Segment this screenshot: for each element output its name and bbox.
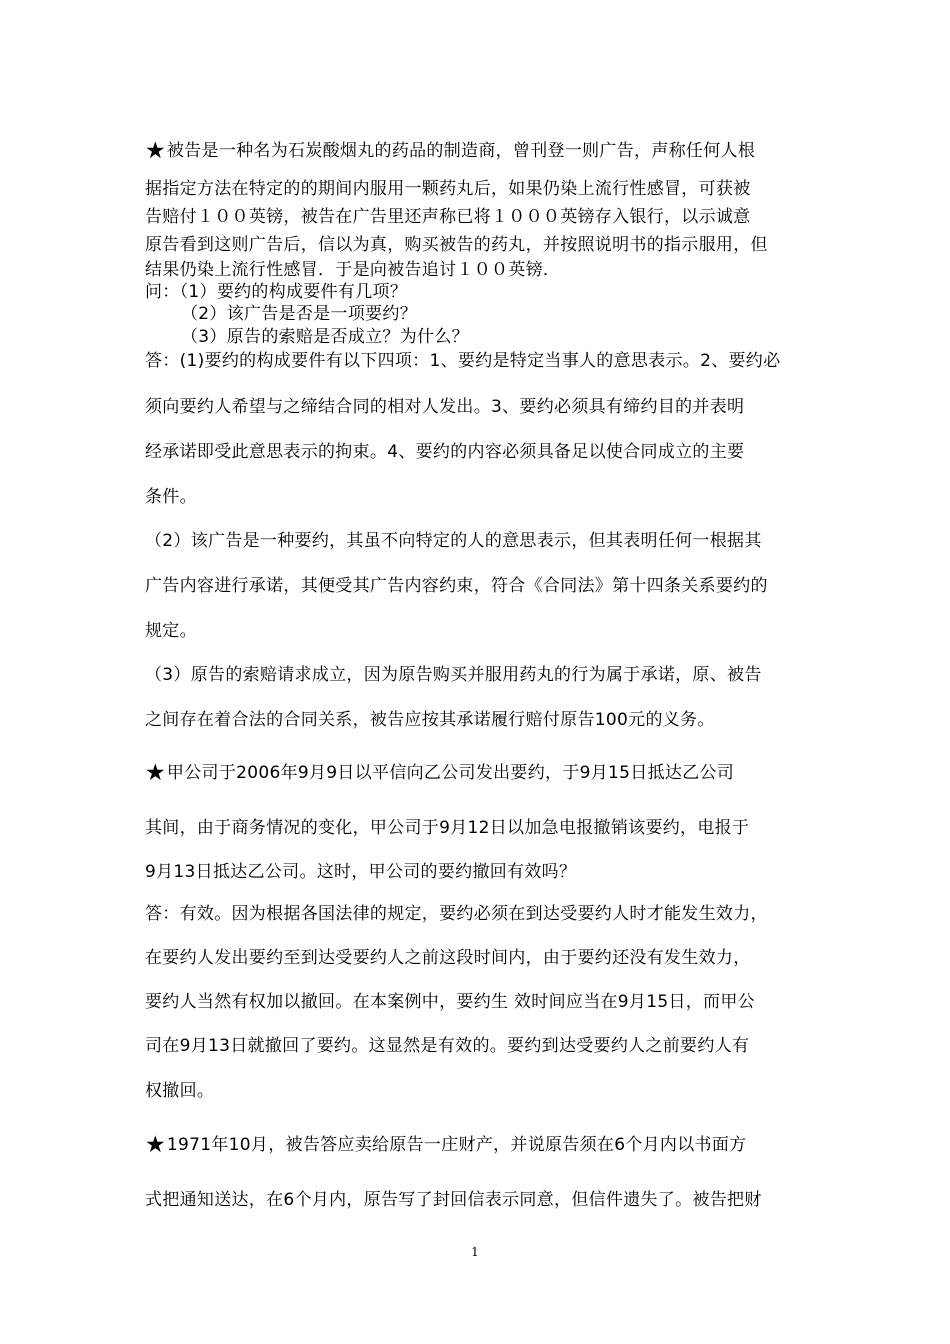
question-1: 问：（1）要约的构成要件有几项？ [145,282,408,302]
case3-line-1: ★1971年10月，被告答应卖给原告一庄财产，并说原告须在6个月内以书面方 [145,1134,747,1156]
case2-answer-line-3: 要约人当然有权加以撤回。在本案例中，要约生 效时间应当在9月15日，而甲公 [145,992,755,1012]
answer-3-line-1: （3）原告的索赔请求成立，因为原告购买并服用药丸的行为属于承诺，原、被告 [145,665,762,685]
answer-1-line-1: 答：(1)要约的构成要件有以下四项：1、要约是特定当事人的意思表示。2、要约必 [145,351,781,371]
case2-line-2: 其间，由于商务情况的变化，甲公司于9月12日以加急电报撤销该要约，电报于 [145,818,750,838]
case2-answer-line-1: 答：有效。因为根据各国法律的规定，要约必须在到达受要约人时才能发生效力， [145,904,768,924]
case2-line-3: 9月13日抵达乙公司。这时，甲公司的要约撤回有效吗？ [145,862,577,882]
case1-line-1: ★被告是一种名为石炭酸烟丸的药品的制造商，曾刊登一则广告，声称任何人根 [145,140,756,162]
star-icon: ★ [145,140,166,162]
case2-answer-line-2: 在要约人发出要约至到达受要约人之前这段时间内，由于要约还没有发生效力， [145,948,751,968]
answer-1-line-2: 须向要约人希望与之缔结合同的相对人发出。3、要约必须具有缔约目的并表明 [145,397,745,417]
answer-1-line-3: 经承诺即受此意思表示的拘束。4、要约的内容必须具备足以使合同成立的主要 [145,442,745,462]
star-icon: ★ [145,762,166,784]
answer-2-line-2: 广告内容进行承诺，其便受其广告内容约束，符合《合同法》第十四条关系要约的 [145,576,768,596]
case1-line-3: 告赔付１００英镑，被告在广告里还声称已将１０００英镑存入银行，以示诚意 [145,207,751,227]
answer-3-line-2: 之间存在着合法的合同关系，被告应按其承诺履行赔付原告100元的义务。 [145,710,715,730]
case1-line-2: 据指定方法在特定的的期间内服用一颗药丸后，如果仍染上流行性感冒，可获被 [145,179,751,199]
case2-line-1: ★甲公司于2006年9月9日以平信向乙公司发出要约，于9月15日抵达乙公司 [145,762,735,784]
case3-line-2: 式把通知送达，在6个月内，原告写了封回信表示同意，但信件遗失了。被告把财 [145,1190,762,1210]
page-number: 1 [471,1245,479,1259]
case2-answer-line-5: 权撤回。 [145,1081,215,1101]
answer-2-line-1: （2）该广告是一种要约，其虽不向特定的人的意思表示，但其表明任何一根据其 [145,531,762,551]
answer-2-line-3: 规定。 [145,621,197,641]
case1-line-4: 原告看到这则广告后，信以为真，购买被告的药丸，并按照说明书的指示服用，但 [145,235,768,255]
answer-1-line-4: 条件。 [145,487,197,507]
case2-answer-line-4: 司在9月13日就撤回了要约。这显然是有效的。要约到达受要约人之前要约人有 [145,1036,750,1056]
question-3: （3）原告的索赔是否成立？为什么？ [181,327,469,347]
star-icon: ★ [145,1134,166,1156]
question-2: （2）该广告是否是一项要约？ [181,304,418,324]
case1-line-5: 结果仍染上流行性感冒．于是向被告追讨１００英镑． [145,260,561,280]
